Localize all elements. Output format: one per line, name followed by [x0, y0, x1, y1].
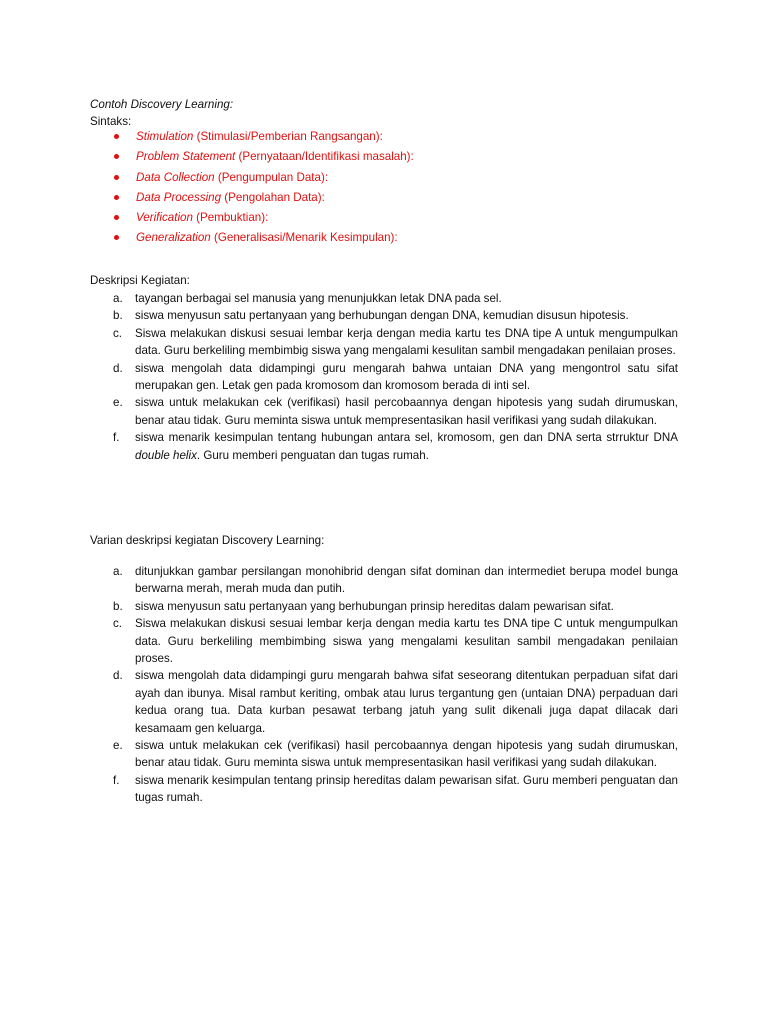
- bullet-dot-icon: [114, 235, 119, 240]
- bullet-dot-icon: [114, 175, 119, 180]
- sintaks-list: [90, 127, 678, 249]
- sintaks-label: Sintaks:: [90, 115, 132, 129]
- list-item: f. siswa menarik kesimpulan tentang prinsip hereditas dalam pewarisan sifat. Guru memberi penguatan dan tugas rumah.: [113, 773, 678, 805]
- list-item: c. Siswa melakukan diskusi sesuai lembar kerja dengan media kartu tes DNA tipe A untuk mengumpulkan data. Guru berkeliling membimbig siswa yang mengalami kesulitan sambil mengadakan penilaian proses.: [113, 326, 678, 358]
- sintaks-item: Data Collection (Pengumpulan Data):: [90, 168, 678, 188]
- document-title-block: [90, 96, 678, 131]
- section-heading-deskripsi: Deskripsi Kegiatan:: [90, 274, 190, 287]
- list-item: a. tayangan berbagai sel manusia yang menunjukkan letak DNA pada sel.: [113, 292, 502, 305]
- sintaks-item: Generalization (Generalisasi/Menarik Kesimpulan):: [90, 228, 678, 248]
- bullet-dot-icon: [114, 215, 119, 220]
- list-item: b. siswa menyusun satu pertanyaan yang berhubungan dengan DNA, kemudian disusun hipotesis.: [113, 309, 629, 323]
- section-heading-varian: Varian deskripsi kegiatan Discovery Learning:: [90, 534, 325, 547]
- sintaks-item: Problem Statement (Pernyataan/Identifikasi masalah):: [90, 147, 678, 167]
- list-item: e. siswa untuk melakukan cek (verifikasi) hasil percobaannya dengan hipotesis yang sudah dirumuskan, benar atau tidak. Guru meminta siswa untuk mempresentasikan hasil verifikasi yang sudah dilakukan.: [113, 739, 678, 770]
- list-item: c. Siswa melakukan diskusi sesuai lembar kerja dengan media kartu tes DNA tipe C untuk mengumpulkan data. Guru berkeliling membimbing siswa yang mengalami kesulitan sambil mengadakan penilaian proses.: [113, 617, 678, 666]
- list-item: d. siswa mengolah data didampingi guru mengarah bahwa untaian DNA yang mengontrol satu sifat merupakan gen. Letak gen pada kromosom dan kromosom berada di inti sel.: [113, 361, 678, 393]
- sintaks-item: Stimulation (Stimulasi/Pemberian Rangsangan):: [90, 127, 678, 147]
- bullet-dot-icon: [114, 154, 119, 159]
- bullet-dot-icon: [114, 195, 119, 200]
- list-item: d. siswa mengolah data didampingi guru mengarah bahwa sifat seseorang ditentukan perpaduan sifat dari ayah dan ibunya. Misal rambut keriting, ombak atau lurus tergantung gen (untaian DNA) perpaduan dari kedua orang tua. Data kurban pesawat terbang jatuh yang sulit dikenali juga dapat dilacak dari kesamaam gen keluarga.: [113, 669, 678, 735]
- deskripsi-list: [90, 290, 678, 464]
- sintaks-item: Verification (Pembuktian):: [90, 208, 678, 228]
- document-title: Contoh Discovery Learning:: [90, 98, 234, 111]
- list-item: f. siswa menarik kesimpulan tentang hubungan antara sel, kromosom, gen dan DNA serta strruktur DNA double helix. Guru memberi penguatan dan tugas rumah.: [113, 431, 678, 462]
- list-item: a. ditunjukkan gambar persilangan monohibrid dengan sifat dominan dan intermediet berupa model bunga berwarna merah, merah muda dan putih.: [113, 565, 678, 596]
- bullet-dot-icon: [114, 134, 119, 139]
- list-item: b. siswa menyusun satu pertanyaan yang berhubungan prinsip hereditas dalam pewarisan sifat.: [113, 599, 614, 613]
- list-item: e. siswa untuk melakukan cek (verifikasi) hasil percobaannya dengan hipotesis yang sudah dirumuskan, benar atau tidak. Guru meminta siswa untuk mempresentasikan hasil verifikasi yang sudah dilakukan.: [113, 396, 678, 427]
- varian-list: [90, 563, 678, 807]
- sintaks-item: Data Processing (Pengolahan Data):: [90, 188, 678, 208]
